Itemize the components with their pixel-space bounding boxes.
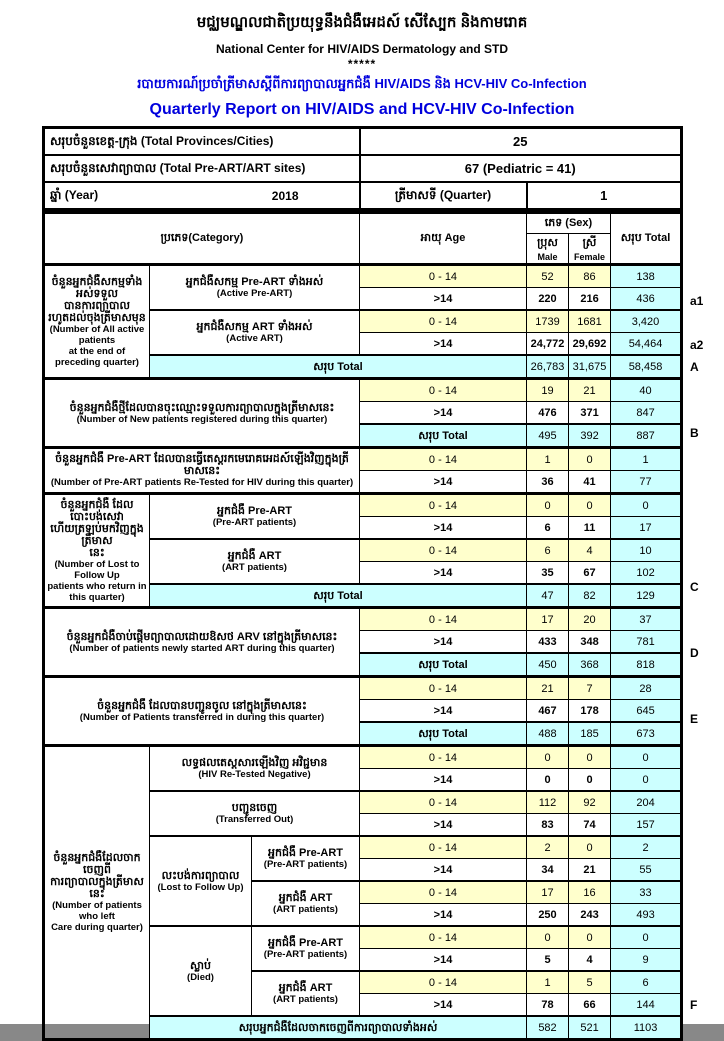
male-value: 1 — [527, 448, 569, 471]
female-value: 1681 — [569, 310, 611, 333]
report-table — [42, 211, 683, 1041]
sites-label — [44, 155, 360, 182]
row-label-khmer: ស្លាប់ — [190, 959, 211, 972]
row-label-khmer: អ្នកជំងឺ Pre-ART — [268, 937, 343, 949]
male-value: 0 — [527, 926, 569, 949]
total-value: 144 — [611, 994, 682, 1017]
section-label-khmer: ចំនួនអ្នកជំងឺ ដែលបានបញ្ជូនចូល នៅក្នុងត្រីមាសនេះ — [97, 699, 307, 712]
sites-label-english: (Total Pre-ART/ART sites) — [159, 160, 306, 175]
age-cell: >14 — [360, 949, 527, 972]
female-total: 392 — [569, 424, 611, 448]
total-value: 28 — [611, 677, 682, 700]
male-total: 47 — [527, 584, 569, 608]
row-label-english: (ART patients) — [273, 904, 338, 915]
male-value: 0 — [527, 494, 569, 517]
male-value: 2 — [527, 836, 569, 859]
female-value: 16 — [569, 881, 611, 904]
row-label-died-art — [252, 971, 360, 1016]
male-value: 433 — [527, 631, 569, 654]
row-label-english: (Transferred Out) — [215, 814, 294, 825]
total-value: 493 — [611, 904, 682, 927]
section-label-active-km1: ចំនួនអ្នកជំងឺសកម្មទាំងអស់ទទួល — [51, 275, 143, 300]
row-label-english: (HIV Re-Tested Negative) — [198, 769, 311, 780]
female-total: 185 — [569, 722, 611, 746]
section-label-km2: ការព្យាបាលក្នុងត្រីមាសនេះ — [50, 876, 144, 900]
total-value: 102 — [611, 562, 682, 585]
total-value: 0 — [611, 926, 682, 949]
section-label-english: (Number of Pre-ART patients Re-Tested for HIV during this quarter) — [50, 477, 354, 488]
age-cell: >14 — [360, 517, 527, 540]
total-row-label: សរុប Total — [150, 584, 527, 608]
row-label-english: (ART patients) — [273, 994, 338, 1005]
female-value: 178 — [569, 700, 611, 723]
row-label-khmer: អ្នកជំងឺ Pre-ART — [268, 847, 343, 859]
female-value: 0 — [569, 448, 611, 471]
age-cell: 0 - 14 — [360, 310, 527, 333]
total-value: 37 — [611, 608, 682, 631]
row-label-english: (ART patients) — [222, 562, 287, 573]
section-label-en1: (Number of Lost to Follow Up — [54, 558, 140, 581]
section-label-active — [44, 265, 150, 379]
age-cell: 0 - 14 — [360, 677, 527, 700]
row-tag-C: C — [690, 580, 699, 594]
year-cell — [44, 182, 360, 210]
age-cell: >14 — [360, 402, 527, 425]
age-cell: 0 - 14 — [360, 379, 527, 402]
age-cell: >14 — [360, 814, 527, 837]
col-header-age: អាយុ Age — [360, 213, 527, 265]
female-value: 74 — [569, 814, 611, 837]
female-value: 0 — [569, 836, 611, 859]
report-header — [0, 0, 724, 119]
col-header-male — [527, 234, 569, 265]
total-value: 2 — [611, 836, 682, 859]
section-label-english: (Number of New patients registered during this quarter) — [76, 413, 328, 425]
male-total: 488 — [527, 722, 569, 746]
female-value: 0 — [569, 926, 611, 949]
year-label-english: (Year) — [64, 187, 99, 202]
total-value: 436 — [611, 288, 682, 311]
total-value: 847 — [611, 402, 682, 425]
female-value: 86 — [569, 265, 611, 288]
quarter-label — [360, 182, 527, 210]
row-label-ltfu-art — [252, 881, 360, 926]
row-label-english: (Active Pre-ART) — [216, 288, 293, 299]
year-value: 2018 — [271, 188, 299, 203]
row-label-khmer: អ្នកជំងឺ ART — [278, 892, 333, 904]
total-value: 138 — [611, 265, 682, 288]
row-label-english: (Pre-ART patients) — [263, 949, 348, 960]
row-label-english: (Died) — [187, 971, 214, 983]
age-cell: >14 — [360, 769, 527, 792]
quarter-value: 1 — [527, 182, 682, 210]
female-value: 0 — [569, 769, 611, 792]
age-cell: 0 - 14 — [360, 494, 527, 517]
age-cell: 0 - 14 — [360, 746, 527, 769]
female-value: 216 — [569, 288, 611, 311]
left-care-total-label-khmer: សរុបអ្នកជំងឺដែលចាកចេញពីការព្យាបាលទាំងអស់ — [238, 1021, 438, 1034]
section-label-km3: នេះ — [89, 546, 105, 559]
female-value: 7 — [569, 677, 611, 700]
total-value: 17 — [611, 517, 682, 540]
female-value: 4 — [569, 949, 611, 972]
total-value: 781 — [611, 631, 682, 654]
male-label-khmer: ប្រុស — [537, 236, 558, 249]
row-label-died-preart — [252, 926, 360, 971]
grand-total: 887 — [611, 424, 682, 448]
female-value: 29,692 — [569, 333, 611, 356]
age-cell: >14 — [360, 859, 527, 882]
year-label — [50, 187, 98, 205]
section-label-left-care — [44, 746, 150, 1040]
row-label-english: (Lost to Follow Up) — [157, 881, 244, 893]
male-value: 21 — [527, 677, 569, 700]
age-cell: 0 - 14 — [360, 926, 527, 949]
total-value: 1 — [611, 448, 682, 471]
row-label-english: (Active ART) — [226, 333, 283, 344]
year-label-khmer: ឆ្នាំ — [50, 187, 62, 202]
male-total: 450 — [527, 653, 569, 677]
section-label-returned — [44, 494, 150, 608]
male-value: 24,772 — [527, 333, 569, 356]
male-value: 78 — [527, 994, 569, 1017]
female-total: 368 — [569, 653, 611, 677]
row-label-khmer: អ្នកជំងឺ ART — [227, 550, 282, 562]
male-value: 17 — [527, 881, 569, 904]
section-label-en2: patients who return in this quarter) — [47, 580, 147, 603]
row-label-active-art — [150, 310, 360, 355]
age-cell: >14 — [360, 994, 527, 1017]
total-value: 6 — [611, 971, 682, 994]
female-total: 521 — [569, 1016, 611, 1040]
female-value: 67 — [569, 562, 611, 585]
female-value: 5 — [569, 971, 611, 994]
female-value: 21 — [569, 859, 611, 882]
female-value: 21 — [569, 379, 611, 402]
grand-total: 58,458 — [611, 355, 682, 379]
report-title-khmer: របាយការណ៍ប្រចាំត្រីមាសស្តីពីការព្យាបាលអ្នកជំងឺ HIV/AIDS និង HCV-HIV Co-Infection — [137, 76, 587, 91]
row-label-retested-negative — [150, 746, 360, 792]
male-value: 467 — [527, 700, 569, 723]
male-label-english: Male — [537, 251, 558, 262]
total-row-label: សរុប Total — [360, 653, 527, 677]
total-row-label: សរុប Total — [360, 722, 527, 746]
female-value: 243 — [569, 904, 611, 927]
male-value: 34 — [527, 859, 569, 882]
row-label-english: (Pre-ART patients) — [263, 859, 348, 870]
male-value: 52 — [527, 265, 569, 288]
total-value: 33 — [611, 881, 682, 904]
section-label-km2: ហើយត្រឡប់មកវិញក្នុងត្រីមាស — [50, 522, 144, 547]
row-label-returned-preart — [150, 494, 360, 540]
col-header-total: សរុប Total — [611, 213, 682, 265]
row-tag-a1: a1 — [690, 294, 704, 308]
age-cell: >14 — [360, 700, 527, 723]
male-value: 19 — [527, 379, 569, 402]
age-cell: 0 - 14 — [360, 448, 527, 471]
male-value: 17 — [527, 608, 569, 631]
quarter-label-khmer: ត្រីមាសទី — [394, 187, 437, 202]
total-value: 0 — [611, 494, 682, 517]
total-value: 9 — [611, 949, 682, 972]
col-header-sex: ភេទ (Sex) — [527, 213, 611, 234]
row-label-ltfu — [150, 836, 252, 926]
total-value: 3,420 — [611, 310, 682, 333]
female-value: 92 — [569, 791, 611, 814]
provinces-value: 25 — [360, 128, 682, 156]
age-cell: 0 - 14 — [360, 265, 527, 288]
male-value: 0 — [527, 769, 569, 792]
row-label-active-preart — [150, 265, 360, 311]
section-label-active-km3: រហូតដល់ចុងត្រីមាសមុន — [48, 311, 146, 324]
male-total: 495 — [527, 424, 569, 448]
total-value: 645 — [611, 700, 682, 723]
section-label-khmer: ចំនួនអ្នកជំងឺ Pre-ART ដែលបានធ្វើតេស្តរកមេរោគអេដស៍ឡើងវិញក្នុងត្រីមាសនេះ — [55, 453, 349, 477]
age-cell: 0 - 14 — [360, 791, 527, 814]
female-value: 0 — [569, 746, 611, 769]
col-header-category: ប្រភេទ(Category) — [44, 213, 360, 265]
age-cell: 0 - 14 — [360, 836, 527, 859]
section-label-started-art — [44, 608, 360, 677]
age-cell: 0 - 14 — [360, 608, 527, 631]
male-value: 112 — [527, 791, 569, 814]
male-value: 476 — [527, 402, 569, 425]
male-value: 83 — [527, 814, 569, 837]
grand-total: 1103 — [611, 1016, 682, 1040]
male-total: 582 — [527, 1016, 569, 1040]
total-value: 55 — [611, 859, 682, 882]
row-label-transferred-out — [150, 791, 360, 836]
female-label-english: Female — [573, 251, 606, 262]
total-value: 0 — [611, 769, 682, 792]
male-total: 26,783 — [527, 355, 569, 379]
org-title-khmer: មជ្ឈមណ្ឌលជាតិប្រយុទ្ធនឹងជំងឺអេដស៍ សើស្បែក និងកាមរោគ — [196, 14, 528, 31]
section-label-en2: Care during quarter) — [51, 922, 143, 933]
age-cell: >14 — [360, 471, 527, 494]
quarter-label-english: (Quarter) — [439, 187, 492, 202]
female-value: 348 — [569, 631, 611, 654]
row-label-khmer: អ្នកជំងឺ Pre-ART — [217, 505, 292, 517]
total-value: 54,464 — [611, 333, 682, 356]
female-value: 20 — [569, 608, 611, 631]
row-tag-F: F — [690, 998, 698, 1012]
female-value: 371 — [569, 402, 611, 425]
row-label-khmer: អ្នកជំងឺសកម្ម Pre-ART ទាំងអស់ — [185, 276, 324, 288]
male-value: 0 — [527, 746, 569, 769]
total-value: 40 — [611, 379, 682, 402]
male-value: 250 — [527, 904, 569, 927]
row-tag-D: D — [690, 646, 699, 660]
total-row-label: សរុប Total — [360, 424, 527, 448]
female-value: 41 — [569, 471, 611, 494]
male-value: 5 — [527, 949, 569, 972]
col-header-female — [569, 234, 611, 265]
row-tag-E: E — [690, 712, 699, 726]
row-label-khmer: លទ្ធផលតេស្តសារឡើងវិញ អវិជ្ជមាន — [181, 757, 328, 769]
row-label-died — [150, 926, 252, 1016]
section-label-km1: ចំនួនអ្នកជំងឺ ដែលបោះបង់សេវា — [60, 498, 134, 523]
row-label-khmer: បញ្ជូនចេញ — [231, 802, 278, 814]
female-value: 4 — [569, 539, 611, 562]
section-label-en1: (Number of patients who left — [52, 900, 142, 922]
section-label-new-patients — [44, 379, 360, 448]
male-value: 6 — [527, 539, 569, 562]
section-label-retested — [44, 448, 360, 494]
section-label-active-en1: (Number of All active patients — [49, 323, 145, 346]
row-tag-a2: a2 — [690, 338, 704, 352]
section-label-khmer: ចំនួនអ្នកជំងឺថ្មីដែលបានចុះឈ្មោះទទួលការព្យាបាលក្នុងត្រីមាសនេះ — [69, 401, 335, 414]
section-label-active-en2: at the end of preceding quarter) — [55, 345, 139, 368]
total-value: 157 — [611, 814, 682, 837]
age-cell: >14 — [360, 631, 527, 654]
female-value: 0 — [569, 494, 611, 517]
section-label-active-km2: បានការព្យាបាល — [64, 299, 130, 312]
age-cell: >14 — [360, 333, 527, 356]
provinces-label-khmer: សរុបចំនួនខេត្ត-ក្រុង — [50, 133, 138, 148]
total-row-label: សរុប Total — [150, 355, 527, 379]
row-label-english: (Pre-ART patients) — [212, 517, 297, 528]
main-table-wrap — [42, 211, 722, 1041]
info-table — [42, 126, 683, 211]
row-label-ltfu-preart — [252, 836, 360, 881]
male-value: 36 — [527, 471, 569, 494]
grand-total: 129 — [611, 584, 682, 608]
sites-label-khmer: សរុបចំនួនសេវាព្យាបាល — [50, 160, 157, 175]
age-cell: 0 - 14 — [360, 539, 527, 562]
row-label-khmer: អ្នកជំងឺសកម្ម ART ទាំងអស់ — [196, 321, 313, 333]
stars-divider: ***** — [347, 57, 377, 71]
age-cell: 0 - 14 — [360, 881, 527, 904]
section-label-transferred-in — [44, 677, 360, 746]
org-title-english: National Center for HIV/AIDS Dermatology and STD — [215, 42, 509, 56]
section-label-km1: ចំនួនអ្នកជំងឺដែលចាកចេញពី — [53, 852, 141, 876]
provinces-label — [44, 128, 360, 156]
row-tag-B: B — [690, 426, 699, 440]
grand-total: 673 — [611, 722, 682, 746]
female-label-khmer: ស្រី — [582, 236, 597, 249]
row-label-khmer: អ្នកជំងឺ ART — [278, 982, 333, 994]
male-value: 1 — [527, 971, 569, 994]
row-label-returned-art — [150, 539, 360, 584]
male-value: 6 — [527, 517, 569, 540]
female-total: 82 — [569, 584, 611, 608]
total-value: 10 — [611, 539, 682, 562]
male-value: 220 — [527, 288, 569, 311]
total-value: 77 — [611, 471, 682, 494]
row-label-khmer: លះបង់ការព្យាបាល — [161, 869, 240, 882]
age-cell: >14 — [360, 904, 527, 927]
female-value: 66 — [569, 994, 611, 1017]
section-label-english: (Number of patients newly started ART during this quarter) — [69, 642, 335, 654]
total-value: 204 — [611, 791, 682, 814]
male-value: 35 — [527, 562, 569, 585]
provinces-label-english: (Total Provinces/Cities) — [140, 133, 274, 148]
row-tag-A: A — [690, 360, 699, 374]
age-cell: 0 - 14 — [360, 971, 527, 994]
female-value: 11 — [569, 517, 611, 540]
left-care-total-label — [150, 1016, 527, 1040]
section-label-khmer: ចំនួនអ្នកជំងឺចាប់ផ្តើមព្យាបាលដោយឱសថ ARV នៅក្នុងត្រីមាសនេះ — [66, 630, 338, 643]
sites-value: 67 (Pediatric = 41) — [360, 155, 682, 182]
male-value: 1739 — [527, 310, 569, 333]
section-label-english: (Number of Patients transferred in during this quarter) — [79, 711, 325, 723]
age-cell: >14 — [360, 562, 527, 585]
total-value: 0 — [611, 746, 682, 769]
grand-total: 818 — [611, 653, 682, 677]
female-total: 31,675 — [569, 355, 611, 379]
age-cell: >14 — [360, 288, 527, 311]
report-title-english: Quarterly Report on HIV/AIDS and HCV-HIV Co-Infection — [149, 101, 575, 118]
